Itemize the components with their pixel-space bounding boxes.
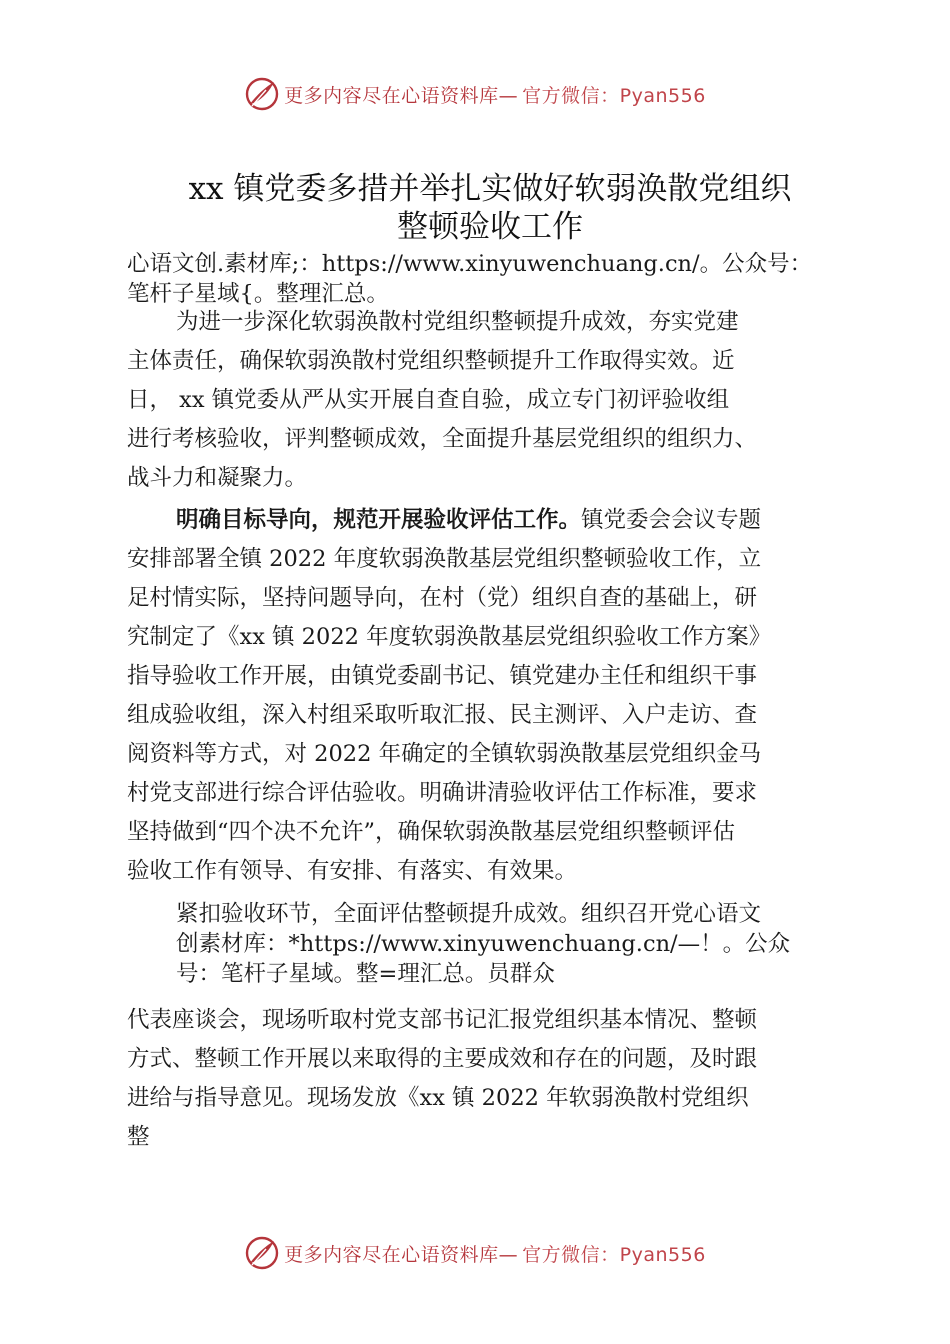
paragraph-3-line-2: 创素材库：*https://www.xinyuwenchuang.cn/—！。公众 — [176, 931, 791, 957]
paragraph-2-line-6: 组成验收组，深入村组采取听取汇报、民主测评、入户走访、查 — [127, 702, 758, 728]
paragraph-3-line-1: 紧扣验收环节，全面评估整顿提升成效。组织召开党心语文 — [176, 901, 762, 927]
paragraph-2-line-7: 阅资料等方式，对 2022 年确定的全镇软弱涣散基层党组织金马 — [127, 741, 762, 767]
document-title-line-1: xx 镇党委多措并举扎实做好软弱涣散党组织 — [188, 171, 792, 207]
paragraph-3-line-3: 号：笔杆子星域。整=理汇总。员群众 — [176, 961, 555, 987]
footer-banner-text: 更多内容尽在心语资料库— — [284, 1243, 519, 1266]
paragraph-2-line-9: 坚持做到“四个决不允许”，确保软弱涣散基层党组织整顿评估 — [127, 819, 736, 845]
paragraph-2-line-10: 验收工作有领导、有安排、有落实、有效果。 — [127, 858, 578, 884]
document-title-line-2: 整顿验收工作 — [397, 209, 583, 245]
paragraph-2-line-4: 究制定了《xx 镇 2022 年度软弱涣散基层党组织验收工作方案》 — [127, 624, 772, 650]
paragraph-3-line-7: 整 — [127, 1124, 150, 1150]
paragraph-2-line-5: 指导验收工作开展，由镇党委副书记、镇党建办主任和组织干事 — [127, 663, 758, 689]
footer-banner-wechat: 官方微信：Pyan556 — [522, 1243, 706, 1266]
paragraph-2-line-3: 足村情实际，坚持问题导向，在村（党）组织自查的基础上，研 — [127, 585, 758, 611]
footer-banner — [0, 1233, 950, 1273]
header-banner-wechat: 官方微信：Pyan556 — [522, 84, 706, 107]
paragraph-1-line-3: 日， xx 镇党委从严从实开展自查自验，成立专门初评验收组 — [127, 387, 730, 413]
paragraph-2-line-1-rest: 镇党委会会议专题 — [581, 507, 762, 533]
paragraph-2-line-2: 安排部署全镇 2022 年度软弱涣散基层党组织整顿验收工作，立 — [127, 546, 762, 572]
paragraph-2-heading: 明确目标导向，规范开展验收评估工作。 — [176, 507, 582, 533]
paragraph-3-line-5: 方式、整顿工作开展以来取得的主要成效和存在的问题，及时跟 — [127, 1046, 758, 1072]
paragraph-2-line-8: 村党支部进行综合评估验收。明确讲清验收评估工作标准，要求 — [127, 780, 758, 806]
paragraph-1-line-4: 进行考核验收，评判整顿成效，全面提升基层党组织的组织力、 — [127, 426, 758, 452]
paragraph-1-line-2: 主体责任，确保软弱涣散村党组织整顿提升工作取得实效。近 — [127, 348, 735, 374]
source-note-line-2: 笔杆子星域{。整理汇总。 — [127, 281, 389, 307]
source-note-line-1: 心语文创.素材库;：https://www.xinyuwenchuang.cn/。公众号： — [127, 251, 813, 277]
paragraph-1-line-1: 为进一步深化软弱涣散村党组织整顿提升成效，夯实党建 — [176, 309, 739, 335]
paragraph-3-line-4: 代表座谈会，现场听取村党支部书记汇报党组织基本情况、整顿 — [127, 1007, 758, 1033]
quill-logo-icon — [244, 76, 280, 112]
header-banner-text: 更多内容尽在心语资料库— — [284, 84, 519, 107]
quill-logo-icon — [244, 1235, 280, 1271]
header-banner — [0, 74, 950, 114]
paragraph-3-line-6: 进给与指导意见。现场发放《xx 镇 2022 年软弱涣散村党组织 — [127, 1085, 749, 1111]
paragraph-1-line-5: 战斗力和凝聚力。 — [127, 465, 308, 491]
paragraph-2-line-1 — [176, 506, 847, 534]
